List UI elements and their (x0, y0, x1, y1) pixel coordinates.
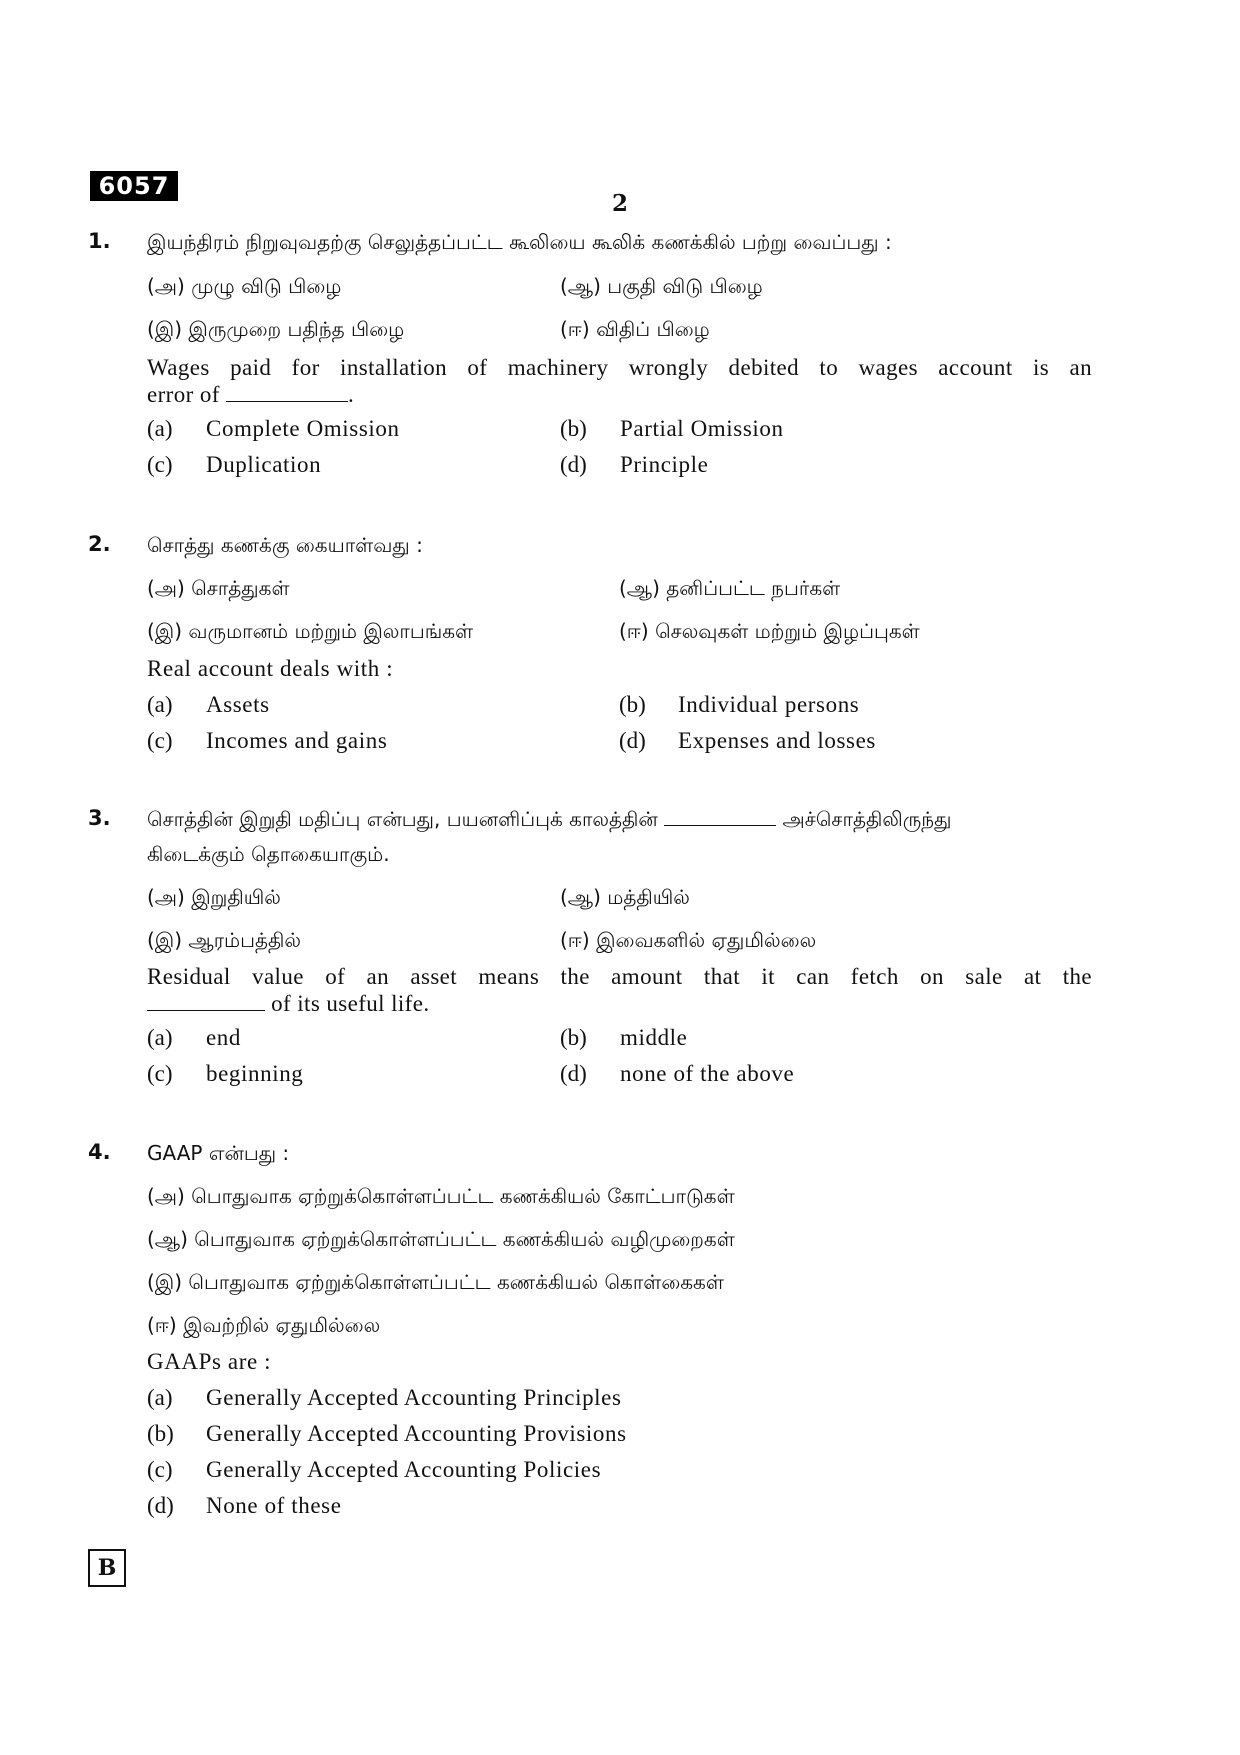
tamil-option-a: (அ) இறுதியில் (147, 885, 281, 909)
option-label: (a) (147, 692, 173, 717)
option-label: (b) (560, 1025, 587, 1050)
option-label: (d) (560, 1061, 587, 1086)
option-b-text: Generally Accepted Accounting Provisions (206, 1421, 627, 1446)
english-stem-line-1: Wages paid for installation of machinery wrongly debited to wages account is an (147, 355, 1092, 380)
question-number: 4. (88, 1140, 111, 1164)
option-d-text: none of the above (620, 1061, 795, 1086)
tamil-option-b: (ஆ) பொதுவாக ஏற்றுக்கொள்ளப்பட்ட கணக்கியல் வழிமுறைகள் (147, 1227, 735, 1251)
tamil-question-stem: இயந்திரம் நிறுவுவதற்கு செலுத்தப்பட்ட கூலியை கூலிக் கணக்கில் பற்று வைப்பது : (147, 230, 892, 254)
english-stem-text: of its useful life. (271, 991, 430, 1016)
option-c-text: Incomes and gains (206, 728, 388, 753)
option-d-text: None of these (206, 1493, 342, 1518)
option-b-text: Partial Omission (620, 416, 784, 441)
english-stem-text: error of (147, 382, 220, 407)
tamil-option-b: (ஆ) மத்தியில் (560, 885, 690, 909)
tamil-option-c: (இ) இருமுறை பதிந்த பிழை (147, 317, 405, 341)
option-label: (c) (147, 728, 173, 753)
option-c-text: Duplication (206, 452, 322, 477)
tamil-option-c: (இ) பொதுவாக ஏற்றுக்கொள்ளப்பட்ட கணக்கியல் கொள்கைகள் (147, 1270, 724, 1294)
tamil-question-stem: சொத்து கணக்கு கையாள்வது : (147, 533, 423, 557)
option-label: (d) (619, 728, 646, 753)
english-stem-line-2 (147, 381, 1092, 408)
tamil-option-b: (ஆ) பகுதி விடு பிழை (560, 274, 763, 298)
tamil-option-b: (ஆ) தனிப்பட்ட நபர்கள் (619, 576, 841, 600)
tamil-stem-text: அச்சொத்திலிருந்து (782, 807, 952, 831)
option-label: (a) (147, 1385, 173, 1410)
answer-blank (226, 383, 348, 402)
answer-blank (147, 992, 265, 1011)
english-question-stem (147, 354, 1092, 408)
english-question-stem: GAAPs are : (147, 1349, 272, 1374)
option-label: (a) (147, 416, 173, 441)
tamil-option-a: (அ) சொத்துகள் (147, 576, 290, 600)
option-label: (a) (147, 1025, 173, 1050)
option-label: (b) (147, 1421, 174, 1446)
option-a-text: Assets (206, 692, 270, 717)
english-stem-end: . (347, 382, 355, 407)
tamil-stem-text: சொத்தின் இறுதி மதிப்பு என்பது, பயனளிப்புக் காலத்தின் (147, 807, 658, 831)
tamil-option-d: (ஈ) விதிப் பிழை (560, 317, 710, 341)
question-number: 3. (88, 806, 111, 830)
tamil-option-d: (ஈ) செலவுகள் மற்றும் இழப்புகள் (619, 619, 920, 643)
tamil-option-c: (இ) ஆரம்பத்தில் (147, 928, 302, 952)
tamil-option-a: (அ) முழு விடு பிழை (147, 274, 342, 298)
tamil-question-stem-line-1 (147, 807, 951, 834)
english-question-stem (147, 963, 1092, 1017)
booklet-series-box: B (88, 1549, 126, 1587)
tamil-question-stem: GAAP என்பது : (147, 1141, 290, 1165)
tamil-option-c: (இ) வருமானம் மற்றும் இலாபங்கள் (147, 619, 474, 643)
option-label: (b) (560, 416, 587, 441)
english-stem-line-1: Residual value of an asset means the amount that it can fetch on sale at the (147, 964, 1092, 989)
option-label: (d) (560, 452, 587, 477)
option-label: (c) (147, 1457, 173, 1482)
option-label: (c) (147, 452, 173, 477)
option-b-text: middle (620, 1025, 688, 1050)
option-b-text: Individual persons (678, 692, 860, 717)
option-d-text: Expenses and losses (678, 728, 876, 753)
paper-code-badge: 6057 (90, 171, 178, 201)
tamil-option-d: (ஈ) இவற்றில் ஏதுமில்லை (147, 1313, 381, 1337)
page-number: 2 (611, 190, 628, 217)
english-question-stem: Real account deals with : (147, 656, 394, 681)
tamil-option-a: (அ) பொதுவாக ஏற்றுக்கொள்ளப்பட்ட கணக்கியல் கோட்பாடுகள் (147, 1184, 735, 1208)
question-number: 2. (88, 532, 111, 556)
option-c-text: beginning (206, 1061, 304, 1086)
option-label: (c) (147, 1061, 173, 1086)
tamil-question-stem-line-2: கிடைக்கும் தொகையாகும். (147, 842, 390, 866)
option-label: (d) (147, 1493, 174, 1518)
option-a-text: Generally Accepted Accounting Principles (206, 1385, 622, 1410)
answer-blank (664, 807, 776, 826)
option-a-text: Complete Omission (206, 416, 400, 441)
question-number: 1. (88, 229, 111, 253)
english-stem-line-2 (147, 990, 1092, 1017)
option-label: (b) (619, 692, 646, 717)
option-a-text: end (206, 1025, 242, 1050)
tamil-option-d: (ஈ) இவைகளில் ஏதுமில்லை (560, 928, 817, 952)
option-c-text: Generally Accepted Accounting Policies (206, 1457, 602, 1482)
option-d-text: Principle (620, 452, 709, 477)
